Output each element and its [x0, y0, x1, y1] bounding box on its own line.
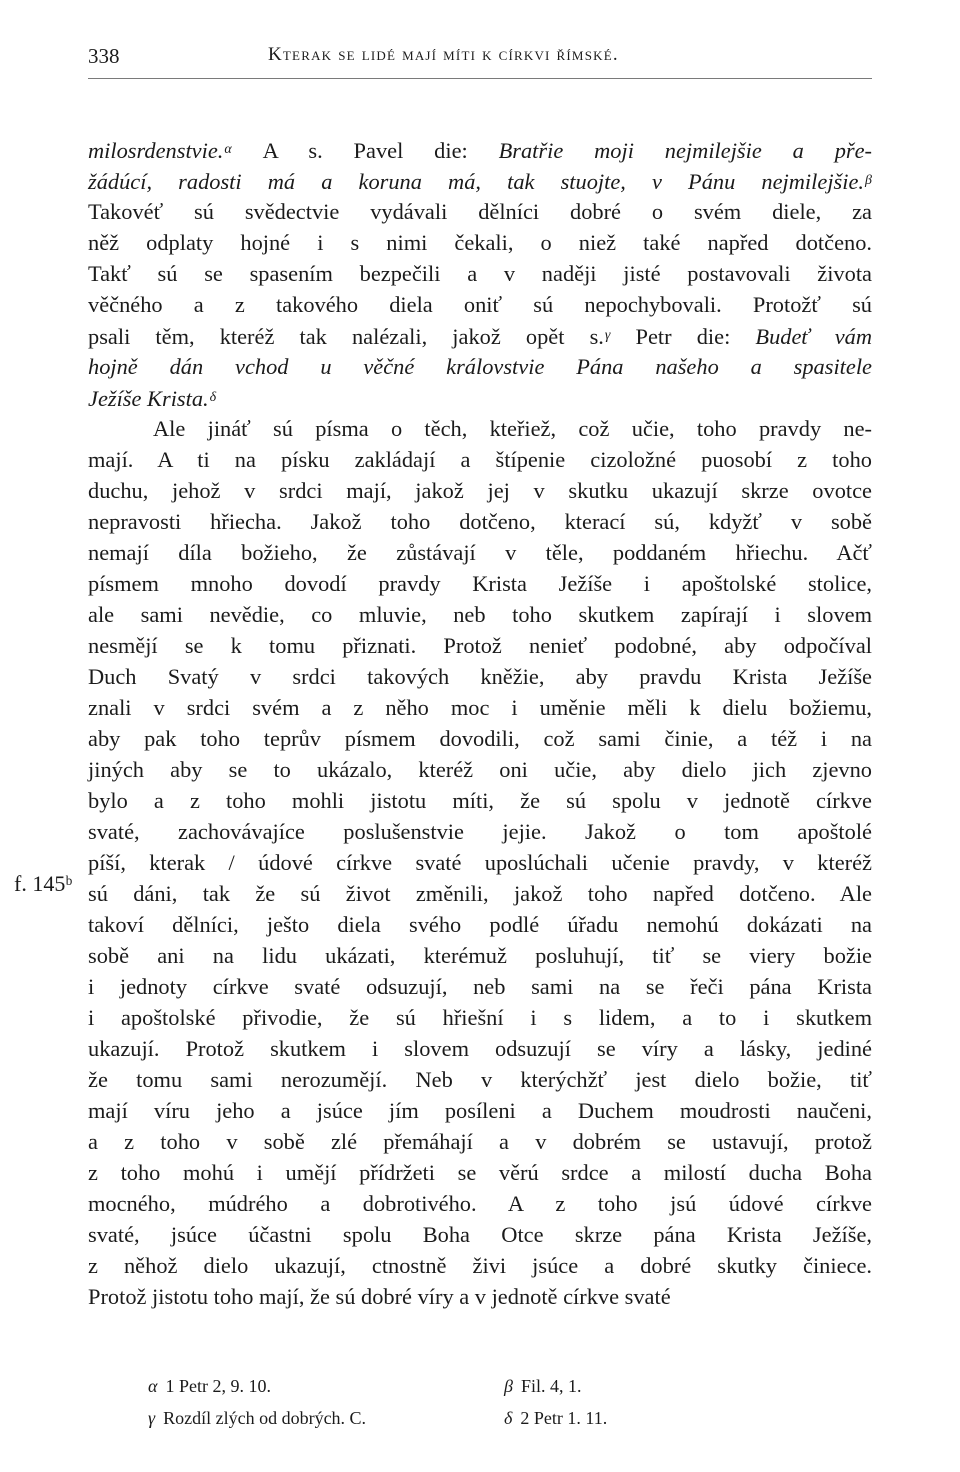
text-line — [88, 1250, 872, 1281]
text-segment: mají víru jeho a jsúce jím posíleni a Duchem moudrosti naučeni, — [88, 1098, 872, 1123]
text-line — [88, 258, 872, 289]
footnote-beta — [504, 1376, 581, 1397]
footnote-alpha — [148, 1376, 271, 1397]
text-line — [88, 382, 872, 413]
text-segment: ale sami nevědie, co mluvie, neb toho skutkem zapírají i slovem — [88, 602, 872, 627]
text-segment: nemají díla božieho, že zůstávají v těle, poddaném hřiechu. Ačť — [88, 540, 872, 565]
running-title: Kterak se lidé mají míti k církvi římské. — [268, 44, 619, 65]
footnote-symbol: β — [504, 1376, 513, 1396]
text-segment: milosrdenstvie. — [88, 138, 224, 163]
text-segment: bylo a z toho mohli jistotu míti, že sú spolu v jednotě církve — [88, 788, 872, 813]
footnote-gamma — [148, 1408, 366, 1429]
footnote-reference: δ — [209, 390, 217, 405]
text-line — [88, 506, 872, 537]
text-segment: jiných aby se to ukázalo, kteréž oni učie, aby dielo jich zjevno — [88, 757, 872, 782]
text-segment: že tomu sami nerozumějí. Neb v kterýchžť jest dielo božie, tiť — [88, 1067, 872, 1092]
text-segment: Budeť vám — [755, 324, 872, 349]
text-segment: nesmějí se k tomu přiznati. Protož nenieť podobné, aby odpočíval — [88, 633, 872, 658]
text-segment: Ale jináť sú písma o těch, kteřiež, což učie, toho pravdy ne- — [153, 416, 872, 441]
text-segment: Ježíše Krista. — [88, 386, 209, 411]
text-segment: psali těm, kteréž tak nalézali, jakož opět s. — [88, 324, 604, 349]
text-segment: věčného a z takového diela oniť sú nepochybovali. Protožť sú — [88, 292, 872, 317]
text-line — [88, 134, 872, 165]
footnote-reference: α — [224, 142, 232, 157]
text-segment: duchu, jehož v srdci mají, jakož jej v skutku ukazují skrze ovotce — [88, 478, 872, 503]
text-line — [88, 971, 872, 1002]
footnote-text: 2 Petr 1. 11. — [520, 1408, 608, 1428]
text-segment: Bratřie moji nejmilejšie a pře- — [498, 138, 873, 163]
text-line — [88, 1157, 872, 1188]
text-line — [88, 878, 872, 909]
text-segment: sú dáni, tak že sú život změnili, jakož toho napřed dotčeno. Ale — [88, 881, 872, 906]
text-line — [88, 1095, 872, 1126]
text-line — [88, 165, 872, 196]
text-line — [88, 1188, 872, 1219]
text-segment: svaté, zachovávajíce poslušenstvie jejie. Jakož o tom apoštolé — [88, 819, 872, 844]
text-segment: z toho mohú i umějí přídržeti se věrú srdce a milostí ducha Boha — [88, 1160, 872, 1185]
text-line — [88, 444, 872, 475]
text-line — [88, 723, 872, 754]
text-line — [88, 816, 872, 847]
footnote-text: Rozdíl zlých od dobrých. C. — [163, 1408, 367, 1428]
footnote-symbol: δ — [504, 1408, 513, 1428]
body-text — [88, 134, 872, 1312]
text-line — [88, 568, 872, 599]
text-line — [88, 754, 872, 785]
footnote-reference: γ — [604, 328, 611, 343]
folio-margin-note: f. 145ᵇ — [14, 871, 73, 896]
text-line — [88, 227, 872, 258]
text-line — [88, 1064, 872, 1095]
footnote-text: 1 Petr 2, 9. 10. — [165, 1376, 271, 1396]
text-segment: aby pak toho teprův písmem dovodili, což sami činie, a též i na — [88, 726, 872, 751]
header-rule — [88, 78, 872, 79]
text-segment: ukazují. Protož skutkem i slovem odsuzují se víry a lásky, jediné — [88, 1036, 872, 1061]
text-segment: i jednoty církve svaté odsuzují, neb sami na se řeči pána Krista — [88, 974, 872, 999]
text-line — [88, 1002, 872, 1033]
text-line — [88, 475, 872, 506]
text-line — [88, 661, 872, 692]
text-line — [88, 847, 872, 878]
text-line — [88, 413, 872, 444]
text-line — [88, 537, 872, 568]
text-segment: a z toho v sobě zlé přemáhají a v dobrém se ustavují, protož — [88, 1129, 872, 1154]
text-segment: sobě ani na lidu ukázati, kterémuž posluhují, tiť se viery božie — [88, 943, 872, 968]
footnote-symbol: γ — [148, 1408, 156, 1428]
text-segment: Duch Svatý v srdci takových kněžie, aby pravdu Krista Ježíše — [88, 664, 872, 689]
footnote-text: Fil. 4, 1. — [520, 1376, 582, 1396]
text-segment: žádúcí, radosti má a koruna má, tak stuojte, v Pánu nejmilejšie. — [88, 169, 865, 194]
text-segment: mají. A ti na písku zakládají a štípenie cizoložné puosobí z toho — [88, 447, 872, 472]
text-line — [88, 1219, 872, 1250]
text-line — [88, 351, 872, 382]
text-line — [88, 320, 872, 351]
text-segment: takoví dělníci, ješto diela svého podlé úřadu nemohú dokázati na — [88, 912, 872, 937]
text-line — [88, 196, 872, 227]
text-line — [88, 940, 872, 971]
footnote-symbol: α — [148, 1376, 158, 1396]
footnote-reference: β — [865, 173, 872, 188]
text-segment: svaté, jsúce účastni spolu Boha Otce skrze pána Krista Ježíše, — [88, 1222, 872, 1247]
text-segment: A s. Pavel die: — [231, 138, 499, 163]
footnotes — [148, 1376, 708, 1446]
text-segment: Takť sú se spasením bezpečili a v naději jisté postavovali života — [88, 261, 872, 286]
text-segment: hojně dán vchod u věčné královstvie Pána našeho a spasitele — [88, 354, 872, 379]
text-line — [88, 692, 872, 723]
text-segment: nepravosti hřiecha. Jakož toho dotčeno, kterací sú, kdyžť v sobě — [88, 509, 872, 534]
text-segment: z něhož dielo ukazují, ctnostně živi jsúce a dobré skutky činiece. — [88, 1253, 872, 1278]
text-segment: mocného, múdrého a dobrotivého. A z toho jsú údové církve — [88, 1191, 872, 1216]
text-line — [88, 1281, 872, 1312]
text-line — [88, 785, 872, 816]
text-segment: Petr die: — [610, 324, 756, 349]
text-line — [88, 1033, 872, 1064]
page-number: 338 — [88, 44, 120, 68]
text-segment: Takovéť sú svědectvie vydávali dělníci dobré o svém diele, za — [88, 199, 872, 224]
text-line — [88, 909, 872, 940]
text-line — [88, 289, 872, 320]
text-line — [88, 599, 872, 630]
page-header — [88, 44, 872, 74]
text-line — [88, 1126, 872, 1157]
text-segment: Protož jistotu toho mají, že sú dobré víry a v jednotě církve svaté — [88, 1284, 671, 1309]
text-segment: znali v srdci svém a z něho moc i uměnie měli k dielu božiemu, — [88, 695, 872, 720]
text-segment: i apoštolské přivodie, že sú hřiešní i s lidem, a to i skutkem — [88, 1005, 872, 1030]
text-line — [88, 630, 872, 661]
text-segment: něž odplaty hojné i s nimi čekali, o niež také napřed dotčeno. — [88, 230, 872, 255]
text-segment: písmem mnoho dovodí pravdy Krista Ježíše i apoštolské stolice, — [88, 571, 872, 596]
text-segment: píší, kterak / údové církve svaté uposlúchali učenie pravdy, v kteréž — [88, 850, 872, 875]
footnote-delta — [504, 1408, 607, 1429]
